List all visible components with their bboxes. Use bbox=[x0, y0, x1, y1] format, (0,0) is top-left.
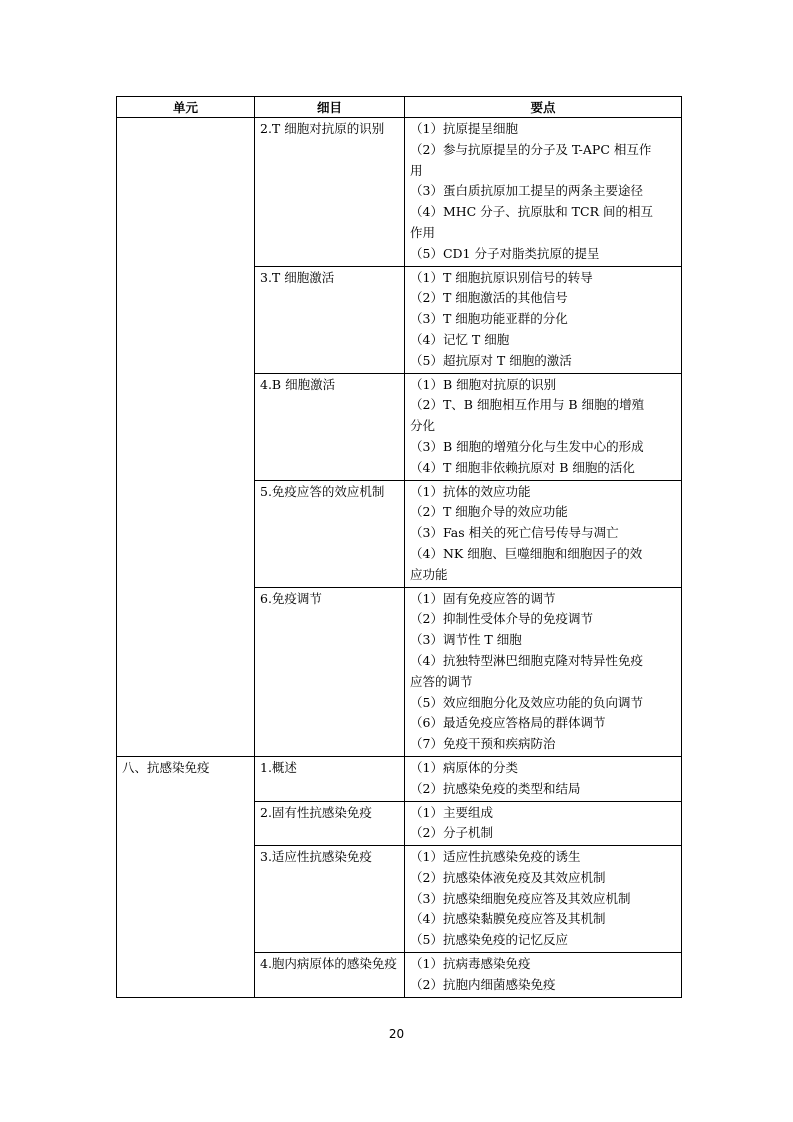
point-line: （7）免疫干预和疾病防治 bbox=[410, 736, 556, 752]
topic-text: 3.适应性抗感染免疫 bbox=[260, 849, 372, 865]
point-line: （3）B 细胞的增殖分化与生发中心的形成 bbox=[410, 438, 644, 454]
point-line: （1）病原体的分类 bbox=[410, 759, 518, 775]
point-line: （1）抗体的效应功能 bbox=[410, 483, 531, 499]
point-line: （3）Fas 相关的死亡信号传导与凋亡 bbox=[410, 525, 619, 541]
point-line: （4）记忆 T 细胞 bbox=[410, 331, 510, 347]
topic-cell bbox=[255, 756, 405, 801]
point-line: （2）抗感染体液免疫及其效应机制 bbox=[410, 869, 606, 885]
point-line: （3）抗感染细胞免疫应答及其效应机制 bbox=[410, 890, 631, 906]
point-line: （4）T 细胞非依赖抗原对 B 细胞的活化 bbox=[410, 459, 635, 475]
column-header-points: 要点 bbox=[405, 97, 682, 118]
topic-cell bbox=[255, 118, 405, 267]
point-line: （2）T 细胞激活的其他信号 bbox=[410, 290, 568, 306]
points-cell bbox=[405, 587, 682, 756]
point-line: （4）MHC 分子、抗原肽和 TCR 间的相互 bbox=[410, 204, 653, 220]
topic-cell bbox=[255, 373, 405, 480]
point-line: （5）抗感染免疫的记忆反应 bbox=[410, 932, 568, 948]
column-header-unit: 单元 bbox=[117, 97, 255, 118]
point-line: （1）T 细胞抗原识别信号的转导 bbox=[410, 269, 593, 285]
topic-text: 5.免疫应答的效应机制 bbox=[260, 483, 385, 499]
point-line: 应功能 bbox=[410, 566, 448, 582]
point-line: （1）适应性抗感染免疫的诱生 bbox=[410, 849, 581, 865]
syllabus-table bbox=[116, 96, 682, 998]
topic-cell bbox=[255, 846, 405, 953]
points-cell bbox=[405, 801, 682, 846]
point-line: 应答的调节 bbox=[410, 673, 473, 689]
topic-text: 4.胞内病原体的感染免疫 bbox=[260, 956, 397, 972]
point-line: （2）抑制性受体介导的免疫调节 bbox=[410, 611, 593, 627]
table-body bbox=[117, 118, 682, 998]
points-cell bbox=[405, 756, 682, 801]
points-cell bbox=[405, 266, 682, 373]
points-cell bbox=[405, 480, 682, 587]
column-header-topic: 细目 bbox=[255, 97, 405, 118]
point-line: （1）抗病毒感染免疫 bbox=[410, 956, 531, 972]
point-line: （1）固有免疫应答的调节 bbox=[410, 590, 556, 606]
topic-cell bbox=[255, 480, 405, 587]
point-line: （2）抗胞内细菌感染免疫 bbox=[410, 976, 556, 992]
point-line: （4）抗感染黏膜免疫应答及其机制 bbox=[410, 911, 606, 927]
topic-cell bbox=[255, 801, 405, 846]
table-header-row bbox=[117, 97, 682, 118]
point-line: （6）最适免疫应答格局的群体调节 bbox=[410, 715, 606, 731]
points-cell bbox=[405, 846, 682, 953]
point-line: （4）抗独特型淋巴细胞克隆对特异性免疫 bbox=[410, 652, 643, 668]
point-line: 用 bbox=[410, 162, 423, 178]
topic-text: 2.固有性抗感染免疫 bbox=[260, 804, 372, 820]
page-number: 20 bbox=[388, 1027, 405, 1041]
points-cell bbox=[405, 118, 682, 267]
topic-text: 1.概述 bbox=[260, 759, 297, 775]
topic-cell bbox=[255, 587, 405, 756]
points-cell bbox=[405, 373, 682, 480]
point-line: （1）抗原提呈细胞 bbox=[410, 121, 518, 136]
point-line: （5）超抗原对 T 细胞的激活 bbox=[410, 352, 572, 368]
point-line: 分化 bbox=[410, 418, 436, 434]
points-cell bbox=[405, 953, 682, 998]
topic-cell bbox=[255, 266, 405, 373]
point-line: （2）抗感染免疫的类型和结局 bbox=[410, 780, 581, 796]
point-line: （5）CD1 分子对脂类抗原的提呈 bbox=[410, 245, 600, 261]
topic-text: 2.T 细胞对抗原的识别 bbox=[260, 121, 385, 136]
point-line: （2）T 细胞介导的效应功能 bbox=[410, 504, 568, 520]
point-line: （3）蛋白质抗原加工提呈的两条主要途径 bbox=[410, 183, 643, 199]
point-line: （2）分子机制 bbox=[410, 825, 493, 841]
topic-cell bbox=[255, 953, 405, 998]
unit-cell bbox=[117, 118, 255, 757]
topic-text: 6.免疫调节 bbox=[260, 590, 322, 606]
point-line: （2）参与抗原提呈的分子及 T-APC 相互作 bbox=[410, 141, 652, 157]
unit-cell: 八、抗感染免疫 bbox=[117, 756, 255, 997]
point-line: （3）T 细胞功能亚群的分化 bbox=[410, 311, 568, 327]
point-line: 作用 bbox=[410, 224, 436, 240]
table-row bbox=[117, 118, 682, 267]
table-row bbox=[117, 756, 682, 801]
point-line: （1）B 细胞对抗原的识别 bbox=[410, 376, 557, 392]
topic-text: 4.B 细胞激活 bbox=[260, 376, 336, 392]
point-line: （4）NK 细胞、巨噬细胞和细胞因子的效 bbox=[410, 545, 643, 561]
point-line: （2）T、B 细胞相互作用与 B 细胞的增殖 bbox=[410, 397, 645, 413]
point-line: （3）调节性 T 细胞 bbox=[410, 632, 522, 648]
point-line: （5）效应细胞分化及效应功能的负向调节 bbox=[410, 694, 643, 710]
topic-text: 3.T 细胞激活 bbox=[260, 269, 335, 285]
point-line: （1）主要组成 bbox=[410, 804, 493, 820]
